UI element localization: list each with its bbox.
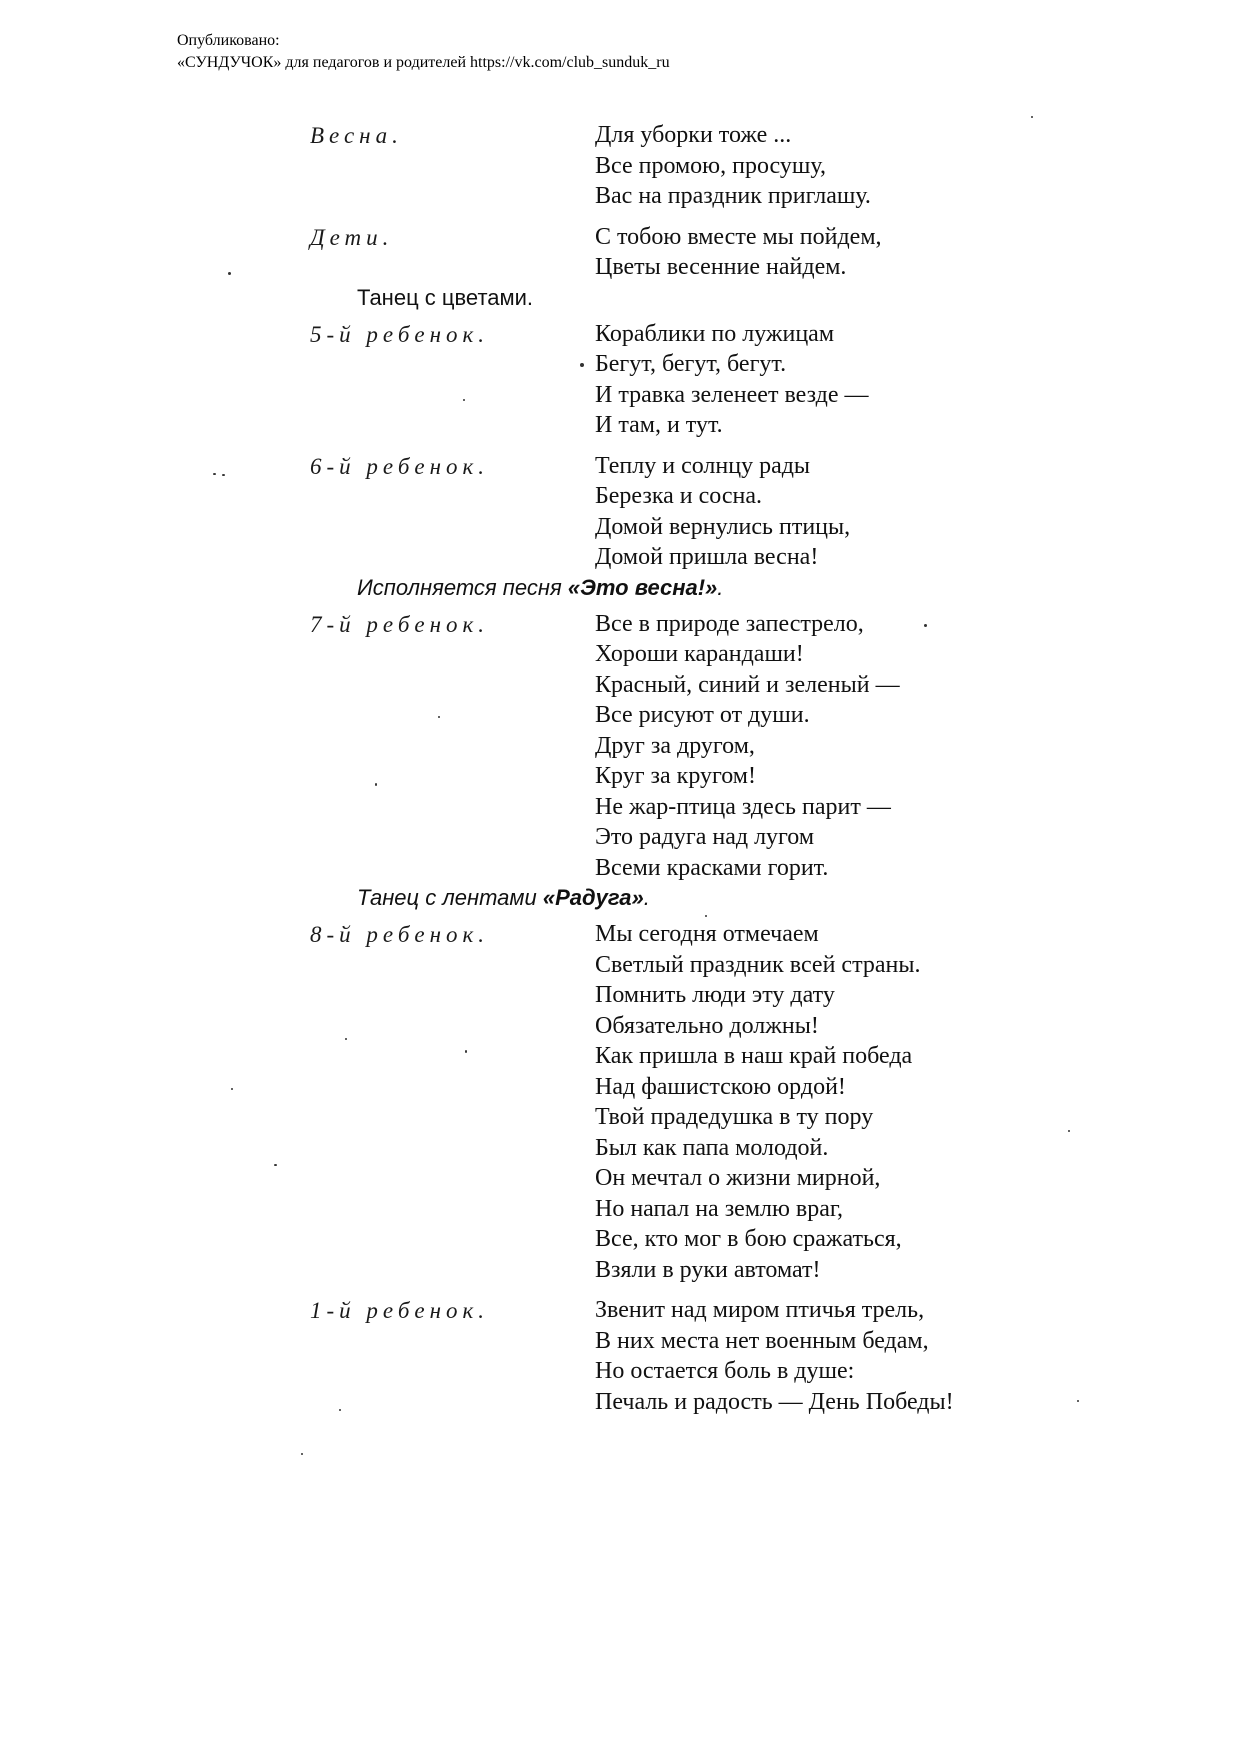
scan-speck xyxy=(705,915,707,917)
published-label: Опубликовано: xyxy=(177,32,280,49)
verse-block-spring xyxy=(0,120,1240,212)
scan-speck xyxy=(339,1409,341,1411)
speaker-name: 8-й ребенок. xyxy=(310,922,490,947)
verse-lines xyxy=(595,451,850,573)
verse-line: Все промою, просушу, xyxy=(595,152,826,179)
verse-line: Обязательно должны! xyxy=(595,1012,819,1039)
scan-speck xyxy=(463,399,465,401)
publication-header xyxy=(177,30,670,74)
verse-line: Все, кто мог в бою сражаться, xyxy=(595,1226,902,1252)
scan-speck xyxy=(213,473,216,475)
scan-speck xyxy=(222,474,225,476)
speaker-name: 7-й ребенок. xyxy=(310,611,490,637)
verse-lines xyxy=(595,1295,954,1417)
verse-line: Над фашистскою ордой! xyxy=(595,1073,846,1100)
verse-lines xyxy=(595,919,920,1285)
speaker-name: 5-й ребенок. xyxy=(310,321,490,347)
verse-line: Круг за кругом! xyxy=(595,763,756,789)
verse-block-child-8 xyxy=(0,919,1240,1285)
verse-line: Березка и сосна. xyxy=(595,483,763,509)
stage-direction-flower-dance: Танец с цветами. xyxy=(357,284,534,310)
verse-line: Как пришла в наш край победа xyxy=(595,1043,913,1069)
verse-line: Хороши карандаши! xyxy=(595,641,804,667)
verse-line: Друг за другом, xyxy=(595,732,755,759)
stage-text: . xyxy=(717,574,724,600)
verse-line: Бегут, бегут, бегут. xyxy=(595,351,787,377)
speaker-name: Дети. xyxy=(310,224,394,250)
scan-speck xyxy=(274,1164,277,1166)
verse-line: И травка зеленеет везде — xyxy=(595,381,869,408)
verse-line: Но остается боль в душе: xyxy=(595,1358,855,1384)
scan-speck xyxy=(301,1453,303,1455)
verse-line: Все в природе запестрело, xyxy=(595,610,864,637)
verse-line: Звенит над миром птичья трель, xyxy=(595,1297,925,1323)
verse-line: С тобою вместе мы пойдем, xyxy=(595,223,882,250)
verse-line: Взяли в руки автомат! xyxy=(595,1256,821,1283)
stage-text: Исполняется песня xyxy=(357,574,568,600)
verse-block-child-5 xyxy=(0,319,1240,441)
dance-title: «Радуга» xyxy=(542,885,644,910)
scan-speck xyxy=(1031,116,1033,118)
verse-line: В них места нет военным бедам, xyxy=(595,1327,929,1354)
verse-block-child-7 xyxy=(0,609,1240,884)
scan-speck xyxy=(228,272,231,275)
speaker-name: 6-й ребенок. xyxy=(310,453,490,479)
verse-line: Домой вернулись птицы, xyxy=(595,513,851,540)
script-body xyxy=(0,120,1240,1417)
verse-line: Это радуга над лугом xyxy=(595,824,815,850)
verse-line: Твой прадедушка в ту пору xyxy=(595,1104,874,1130)
verse-line: Светлый праздник всей страны. xyxy=(595,951,921,978)
verse-block-child-1 xyxy=(0,1295,1240,1417)
scan-speck xyxy=(345,1038,347,1040)
scan-speck xyxy=(1077,1400,1079,1402)
verse-block-children xyxy=(0,222,1240,283)
scan-speck xyxy=(465,1050,467,1053)
verse-lines xyxy=(595,222,882,283)
stage-text: Танец с лентами xyxy=(357,885,543,910)
verse-block-child-6 xyxy=(0,451,1240,573)
scan-speck xyxy=(580,363,584,367)
verse-line: Помнить люди эту дату xyxy=(595,982,835,1008)
scan-speck xyxy=(231,1088,233,1090)
stage-direction-ribbon-dance xyxy=(357,883,1240,913)
verse-line: Но напал на землю враг, xyxy=(595,1195,844,1222)
verse-line: Все рисуют от души. xyxy=(595,702,810,728)
speaker-name: 1-й ребенок. xyxy=(310,1298,490,1323)
verse-line: Был как папа молодой. xyxy=(595,1134,829,1161)
verse-line: Не жар-птица здесь парит — xyxy=(595,793,891,820)
verse-line: Кораблики по лужицам xyxy=(595,320,835,347)
song-title: «Это весна!» xyxy=(567,574,718,600)
speaker-name: Весна. xyxy=(310,123,403,148)
stage-direction-song xyxy=(357,573,1240,603)
verse-line: Теплу и солнцу рады xyxy=(595,452,811,479)
verse-line: Домой пришла весна! xyxy=(595,544,819,570)
verse-line: Вас на праздник приглашу. xyxy=(595,183,871,209)
verse-line: Печаль и радость — День Победы! xyxy=(595,1388,954,1415)
publisher-line: «СУНДУЧОК» для педагогов и родителей https://vk.com/club_sunduk_ru xyxy=(177,54,670,71)
verse-line: Мы сегодня отмечаем xyxy=(595,921,819,947)
verse-line: Цветы весенние найдем. xyxy=(595,254,847,280)
stage-text: . xyxy=(643,885,650,910)
verse-lines xyxy=(595,120,871,212)
verse-line: Он мечтал о жизни мирной, xyxy=(595,1165,881,1191)
scan-speck xyxy=(438,716,440,718)
verse-line: Для уборки тоже ... xyxy=(595,122,792,148)
verse-lines xyxy=(595,319,869,441)
verse-line: И там, и тут. xyxy=(595,412,723,438)
verse-line: Всеми красками горит. xyxy=(595,854,829,881)
scan-speck xyxy=(924,624,927,627)
verse-lines xyxy=(595,609,900,884)
scan-speck xyxy=(1068,1130,1070,1132)
scan-speck xyxy=(375,783,377,786)
verse-line: Красный, синий и зеленый — xyxy=(595,671,900,698)
